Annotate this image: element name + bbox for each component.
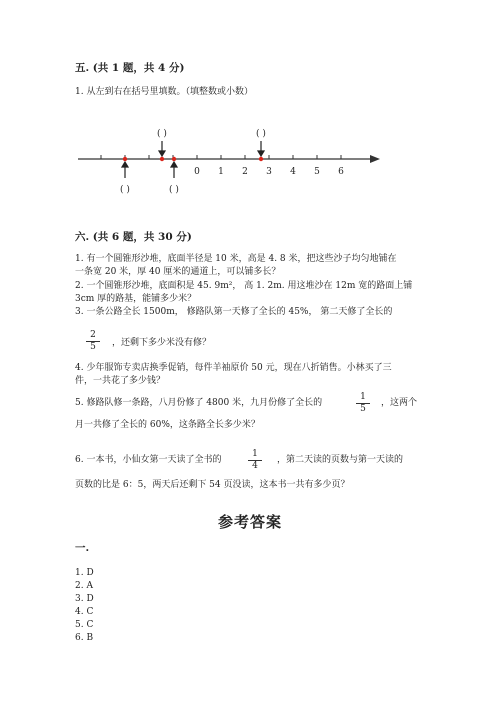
question-5-line-2: 月一共修了全长的 60%，这条路全长多少米？ bbox=[75, 420, 260, 430]
tick-label-6: 6 bbox=[338, 167, 344, 177]
answer-item: 1. D bbox=[75, 568, 94, 578]
number-line bbox=[70, 122, 390, 202]
tick-label-0: 0 bbox=[194, 167, 200, 177]
arrow-down-icon bbox=[159, 141, 264, 156]
fraction-numerator: 2 bbox=[86, 330, 100, 342]
tick-label-2: 2 bbox=[242, 167, 248, 177]
tick-label-4: 4 bbox=[290, 167, 296, 177]
question-5-line-1b: ，这两个 bbox=[381, 398, 418, 408]
arrow-up-icon bbox=[122, 162, 177, 178]
answer-item: 4. C bbox=[75, 607, 94, 617]
question-4-line-1: 4. 少年服饰专卖店换季促销，每件羊袖原价 50 元，现在八折销售。小林买了三 bbox=[75, 363, 392, 373]
blank-above-1: ( ) bbox=[157, 129, 167, 139]
fraction-denominator: 5 bbox=[360, 404, 366, 414]
question-4-line-2: 件，一共花了多少钱？ bbox=[75, 376, 166, 386]
question-3-line-2: ，还剩下多少米没有修？ bbox=[112, 338, 212, 348]
section-5-title: 五. (共 1 题，共 4 分) bbox=[75, 62, 185, 74]
fraction-denominator: 5 bbox=[90, 342, 96, 352]
marker-point-1 bbox=[123, 157, 127, 161]
blank-above-2: ( ) bbox=[256, 129, 266, 139]
question-6-line-2: 页数的比是 6：5，两天后还剩下 54 页没读，这本书一共有多少页？ bbox=[75, 480, 350, 490]
question-1-line-2: 一条宽 20 米，厚 40 厘米的通道上，可以铺多长？ bbox=[75, 267, 281, 277]
blank-below-2: ( ) bbox=[169, 185, 179, 195]
marker-point-2 bbox=[160, 157, 164, 161]
marker-point-4 bbox=[259, 157, 263, 161]
answer-item: 3. D bbox=[75, 594, 94, 604]
section-6-title: 六. (共 6 题，共 30 分) bbox=[75, 231, 192, 243]
question-2-line-2: 3cm 厚的路基，能铺多少米？ bbox=[75, 294, 197, 304]
number-line-ticks bbox=[101, 155, 341, 159]
answer-item: 5. C bbox=[75, 620, 94, 630]
tick-label-5: 5 bbox=[314, 167, 320, 177]
fraction-numerator: 1 bbox=[356, 392, 370, 404]
marker-point-3 bbox=[172, 157, 176, 161]
question-5-line-1a: 5. 修路队修一条路，八月份修了 4800 米，九月份修了全长的 bbox=[75, 398, 323, 408]
question-1-line-1: 1. 有一个圆锥形沙堆，底面半径是 10 米，高是 4. 8 米，把这些沙子均匀地铺在 bbox=[75, 254, 397, 264]
blank-below-1: ( ) bbox=[120, 185, 130, 195]
number-line-arrowhead bbox=[370, 155, 380, 163]
question-6-line-1b: ，第二天读的页数与第一天读的 bbox=[277, 455, 404, 465]
question-6-fraction bbox=[248, 449, 262, 472]
section-5-question-1: 1. 从左到右在括号里填数。（填整数或小数） bbox=[75, 87, 253, 97]
question-3-line-1: 3. 一条公路全长 1500m， 修路队第一天修了全长的 45%， 第二天修了全长的 bbox=[75, 307, 393, 317]
tick-label-3: 3 bbox=[266, 167, 272, 177]
question-5-fraction bbox=[356, 392, 370, 415]
fraction-denominator: 4 bbox=[252, 461, 258, 471]
question-2-line-1: 2. 一个圆锥形沙堆，底面积是 45. 9m²， 高 1. 2m. 用这堆沙在 12m 宽的路面上铺 bbox=[75, 281, 413, 291]
tick-label-1: 1 bbox=[218, 167, 224, 177]
answer-item: 6. B bbox=[75, 633, 94, 643]
fraction-numerator: 1 bbox=[248, 449, 262, 461]
question-6-line-1a: 6. 一本书，小仙女第一天读了全书的 bbox=[75, 455, 222, 465]
answers-title: 参考答案 bbox=[217, 513, 282, 531]
answer-item: 2. A bbox=[75, 581, 93, 591]
question-3-fraction bbox=[86, 330, 100, 353]
answers-section-label: 一. bbox=[75, 542, 90, 554]
